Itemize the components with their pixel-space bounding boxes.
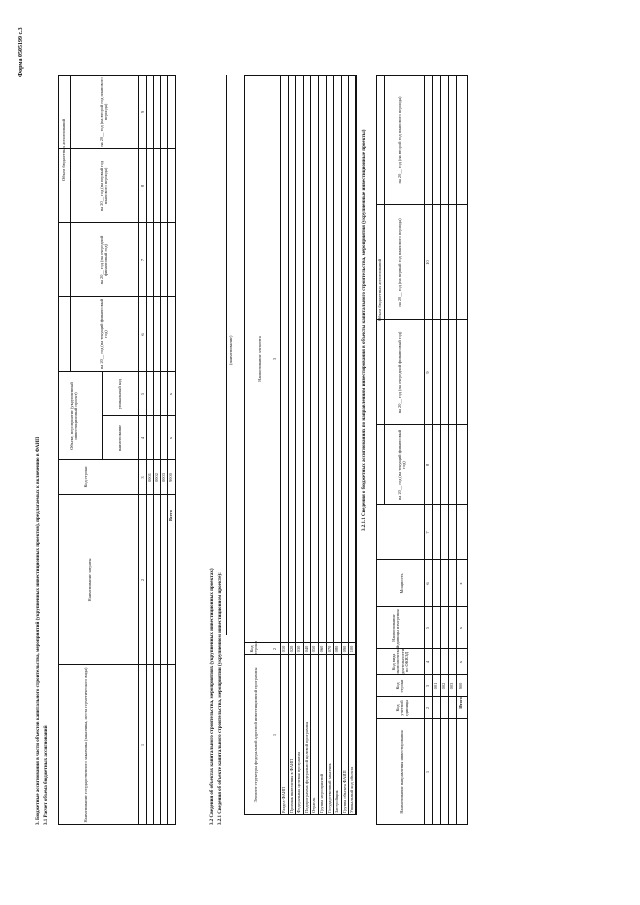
- t3211-head-y2: на 20__ год (на очередной финансовый год): [397, 331, 402, 414]
- section321-title: 3.2.1 Сведения об объекте капитального строительства, мероприятии (укрупненном инвестиционном проекте):: [218, 572, 223, 825]
- t3211-num-3: 3: [425, 684, 430, 688]
- t3211-head-y4: на 20__ год (на второй год планового периода): [397, 96, 402, 184]
- t31-head-name: Наименование государственного заказчика (заказчика, места герметического вида): [83, 667, 88, 823]
- t31-head-y2: на 20__ год (на очередной финансовый год): [99, 235, 109, 285]
- t31-code-0001: 0001: [147, 473, 152, 482]
- t3211-total-code: 900: [458, 682, 463, 690]
- t31-head-y3: на 20__ год (на первый год планового периода): [99, 160, 109, 212]
- t321-row-name: Отрасль: [311, 797, 317, 813]
- t3211-total-x2: x: [458, 626, 463, 630]
- t3211-head-y1: на 20__ год (на текущий финансовый год): [397, 430, 407, 500]
- form-code: Форма 0505199 с.3: [18, 27, 24, 77]
- t321-row-name: Признак включения в ФАИП: [288, 758, 294, 813]
- t31-num-7: 7: [140, 258, 145, 262]
- t3211-code-002: 002: [441, 682, 446, 690]
- t321-row-name: Подпрограмма федеральной целевой программы: [303, 721, 309, 813]
- t3211-code-003: 003: [449, 682, 454, 690]
- t321-head-value: Наименование элемента: [257, 336, 262, 382]
- t321-row-code: 020: [288, 645, 294, 653]
- t31-code-0003: 0003: [161, 473, 166, 482]
- t3211-head-direction: Наименование направления инвестирования: [399, 730, 404, 814]
- t3211-head-row-code: Код строки: [395, 679, 405, 693]
- section32-title: 3.2 Сведения об объектах капитального строительства, мероприятиях (укрупненных инвестиционных проектах): [210, 568, 215, 825]
- t31-code-0002: 0002: [154, 473, 159, 482]
- section3-title: 3. Бюджетные ассигнования в части объектов капитального строительства, мероприятий (укрупненных инвестиционных проектов), предлагаемых к включению в ФАИП: [36, 436, 41, 825]
- t31-head-expense: Наименование затраты: [87, 558, 92, 602]
- t3211-head-y3: на 20__ год (на первый год планового периода): [397, 218, 402, 307]
- t321-row-name: Уникальный код объекта: [349, 766, 355, 813]
- t321-row-code: 060: [319, 645, 324, 653]
- t31-num-3: 3: [140, 476, 145, 479]
- t321-row-code: 100: [349, 645, 355, 653]
- t321-row-code: 030: [296, 645, 302, 653]
- section31-title: 3.1 Расчет объема бюджетных ассигнований: [44, 725, 49, 825]
- t3211-num-1: 1: [425, 770, 430, 774]
- t3211-head-capacity: Мощность: [399, 573, 404, 594]
- t3211-head-okved: Код вида экономической деятельности по ОКВЭД: [391, 645, 410, 674]
- t321-num-3: 3: [272, 357, 277, 361]
- t31-head-obj-group: Объект, мероприятие (укрупненный инвестиционный проект): [69, 382, 79, 450]
- t31-num-5: 5: [140, 392, 145, 396]
- t31-head-y4: на 20__ год (на второй год планового периода): [99, 77, 109, 147]
- t31-total-code: 9000: [168, 473, 173, 482]
- t31-total-x1: x: [168, 436, 173, 440]
- t3211-num-7: 7: [425, 531, 430, 534]
- t321-num-1: 1: [272, 733, 277, 737]
- t321-row-code: 050: [311, 645, 317, 653]
- t3211-num-2: 2: [425, 706, 430, 710]
- t321-row-code: 080: [334, 645, 340, 653]
- t321-head-code: Код строки: [249, 641, 259, 654]
- t31-num-8: 8: [140, 184, 145, 188]
- t31-num-2: 2: [140, 578, 145, 582]
- t3211-head-unit-code: Код учетной единицы: [395, 699, 409, 717]
- t321-num-2: 2: [272, 647, 277, 651]
- t321-row-code: 070: [326, 645, 332, 653]
- t31-head-y1: на 20__ год (на текущий финансовый год): [99, 299, 109, 369]
- t31-head-obj-name: наименование: [117, 424, 122, 452]
- t31-num-4: 4: [140, 436, 145, 440]
- t321-row-code: 010: [281, 645, 286, 653]
- t321-row-code: 090: [341, 645, 347, 653]
- t3211-head-budget-group: Объем бюджетных ассигнований: [377, 259, 382, 321]
- t31-num-1: 1: [140, 743, 145, 747]
- t321-row-name: Застройщик: [334, 790, 340, 813]
- t3211-code-001: 001: [433, 682, 438, 690]
- t321-row-name: Федеральная целевая программа: [296, 751, 302, 813]
- t31-head-obj-code: уникальный код: [117, 378, 122, 410]
- t321-row-code: 040: [303, 645, 309, 653]
- t31-total-x2: x: [168, 392, 173, 396]
- t3211-num-6: 6: [425, 582, 430, 585]
- t3211-num-5: 5: [425, 626, 430, 630]
- t31-head-code: Код строки: [83, 466, 88, 488]
- t321-row-name: Группа мероприятий: [319, 774, 324, 813]
- t31-num-6: 6: [140, 333, 145, 336]
- t3211-total-x3: x: [458, 582, 463, 585]
- t3211-num-9: 9: [425, 371, 430, 374]
- t3211-num-8: 8: [425, 463, 430, 467]
- t321-head-element: Элемент структуры федеральной адресной инвестиционной программы: [253, 667, 258, 803]
- t3211-num-4: 4: [425, 660, 430, 664]
- t321-row-name: Государственный заказчик: [326, 763, 332, 813]
- t3211-num-10: 10: [425, 260, 430, 265]
- t3211-total-x1: x: [458, 660, 463, 664]
- t321-row-name: Раздел ФАИП: [281, 786, 286, 813]
- t31-total-label: Всего: [168, 510, 173, 521]
- section3211-title: 3.2.1.1 Сведения о бюджетных ассигнованиях по направлениям инвестирования в объекты капитального строительства, мероприятия (укрупненные инвестиционные проекты): [362, 129, 367, 531]
- t3211-head-measure: Наименование единицы измерения: [391, 609, 401, 647]
- t31-head-budget-group: Объем бюджетных ассигнований: [61, 119, 66, 181]
- section321-caption: (наименование): [228, 335, 233, 365]
- t3211-total-label: Итого: [458, 697, 463, 709]
- t321-row-name: Группа объекта ФАИП: [341, 770, 347, 813]
- t31-num-9: 9: [140, 110, 145, 114]
